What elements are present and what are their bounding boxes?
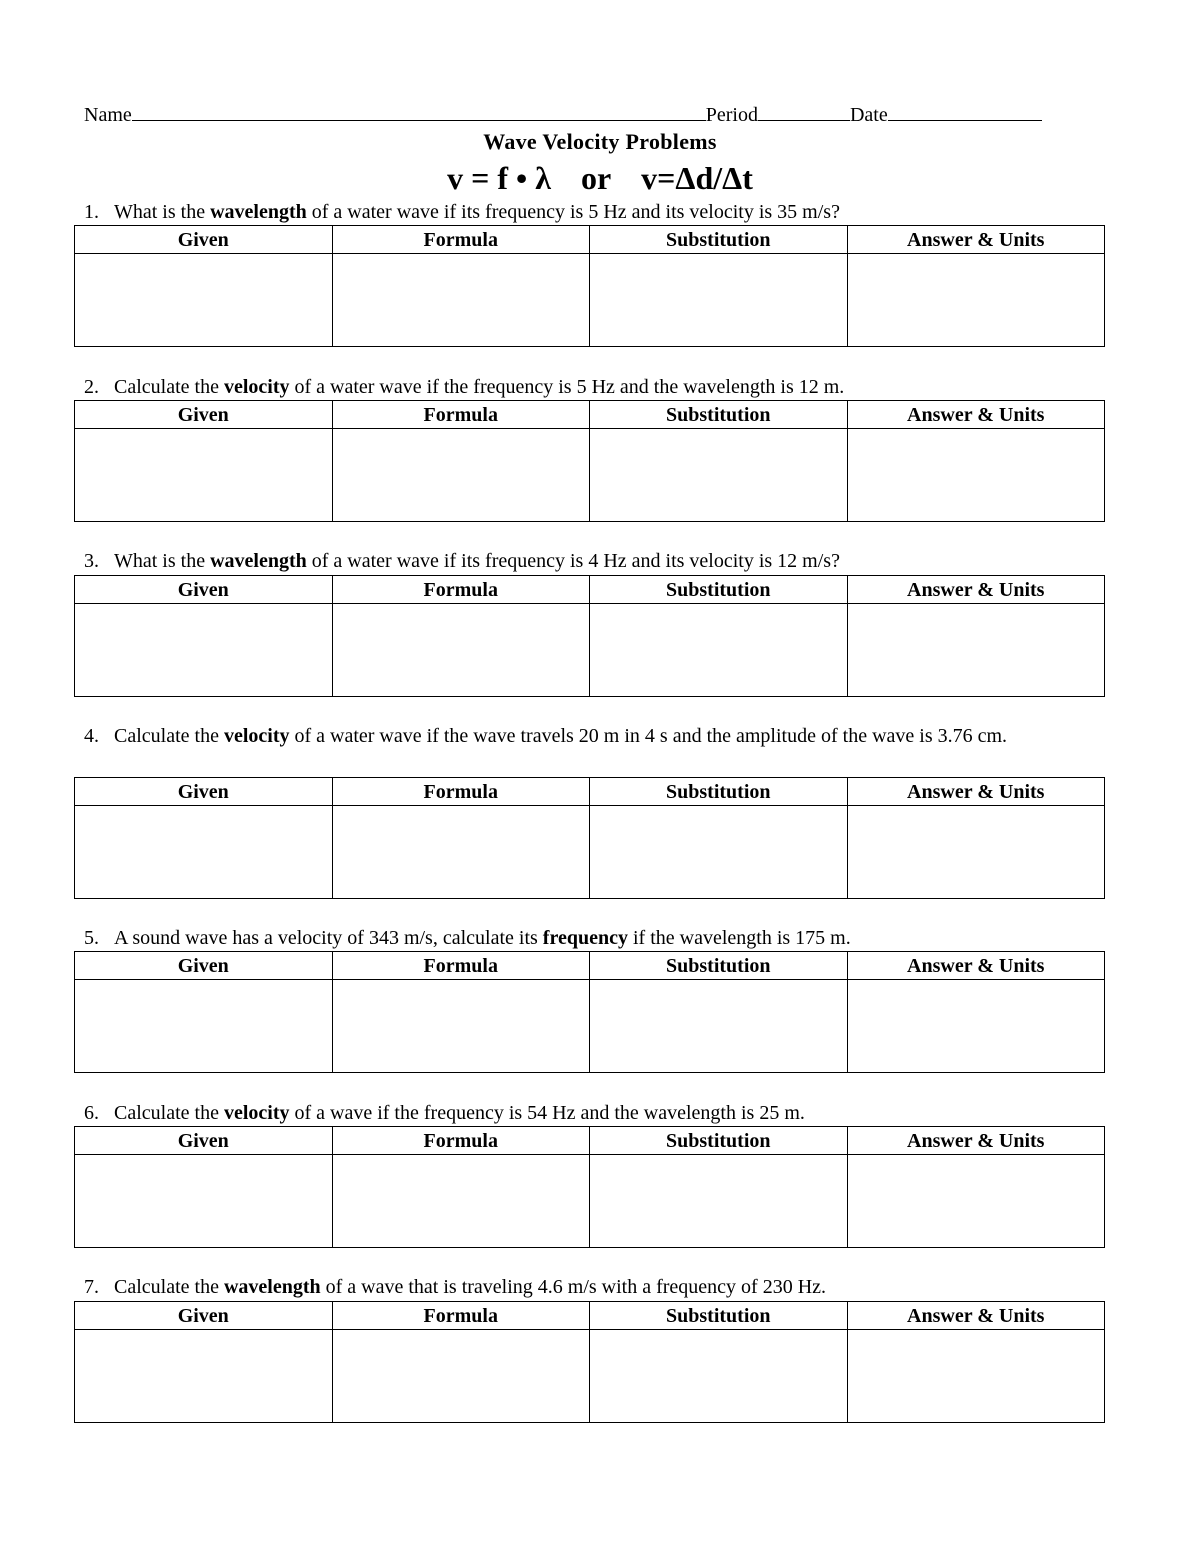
answer-cell-substitution[interactable] (590, 980, 848, 1073)
column-header-answer-units: Answer & Units (847, 1127, 1105, 1155)
answer-cell-answer-units[interactable] (847, 429, 1105, 522)
question-keyword: velocity (223, 376, 290, 398)
period-field[interactable] (758, 100, 850, 121)
date-field[interactable] (888, 100, 1042, 121)
question-text: of a water wave if the wave travels 20 m in 4 s and the amplitude of the wave is 3.76 cm. (289, 725, 1008, 747)
column-header-formula: Formula (332, 576, 590, 604)
answer-cell-given[interactable] (75, 604, 333, 697)
question-3 (84, 548, 1094, 575)
column-header-substitution: Substitution (590, 226, 848, 254)
name-label: Name (84, 104, 132, 126)
answer-cell-formula[interactable] (332, 254, 590, 347)
column-header-formula: Formula (332, 226, 590, 254)
student-info-header (84, 100, 1074, 128)
question-text: of a water wave if its frequency is 4 Hz and its velocity is 12 m/s? (306, 550, 840, 572)
question-text: A sound wave has a velocity of 343 m/s, calculate its (114, 927, 543, 949)
column-header-substitution: Substitution (590, 401, 848, 429)
column-header-substitution: Substitution (590, 1302, 848, 1330)
question-6 (84, 1100, 1094, 1127)
answer-cell-formula[interactable] (332, 429, 590, 522)
answer-table-6 (74, 1126, 1105, 1248)
answer-cell-formula[interactable] (332, 980, 590, 1073)
question-text: Calculate the (114, 1276, 224, 1298)
answer-cell-answer-units[interactable] (847, 1155, 1105, 1248)
column-header-answer-units: Answer & Units (847, 226, 1105, 254)
column-header-substitution: Substitution (590, 778, 848, 806)
answer-cell-formula[interactable] (332, 1330, 590, 1423)
question-keyword: wavelength (210, 201, 307, 223)
answer-cell-substitution[interactable] (590, 604, 848, 697)
question-number: 6. (84, 1102, 99, 1124)
column-header-given: Given (75, 952, 333, 980)
column-header-answer-units: Answer & Units (847, 576, 1105, 604)
formula-or: or (580, 160, 612, 196)
question-number: 3. (84, 550, 99, 572)
question-number: 5. (84, 927, 99, 949)
answer-cell-given[interactable] (75, 1155, 333, 1248)
question-keyword: velocity (223, 725, 290, 747)
question-5 (84, 925, 1094, 952)
column-header-answer-units: Answer & Units (847, 952, 1105, 980)
answer-cell-answer-units[interactable] (847, 254, 1105, 347)
column-header-answer-units: Answer & Units (847, 778, 1105, 806)
answer-table-4 (74, 777, 1105, 899)
question-2 (84, 374, 1094, 401)
question-text: Calculate the (114, 376, 224, 398)
column-header-answer-units: Answer & Units (847, 401, 1105, 429)
column-header-formula: Formula (332, 778, 590, 806)
answer-cell-substitution[interactable] (590, 806, 848, 899)
column-header-formula: Formula (332, 952, 590, 980)
answer-cell-substitution[interactable] (590, 254, 848, 347)
answer-cell-given[interactable] (75, 980, 333, 1073)
formula-frequency-wavelength: v = f • λ (447, 160, 551, 196)
column-header-given: Given (75, 1127, 333, 1155)
question-number: 4. (84, 725, 99, 747)
column-header-substitution: Substitution (590, 952, 848, 980)
answer-cell-substitution[interactable] (590, 1330, 848, 1423)
answer-cell-formula[interactable] (332, 806, 590, 899)
formula-line (0, 160, 1200, 197)
answer-table-5 (74, 951, 1105, 1073)
column-header-given: Given (75, 576, 333, 604)
question-keyword: wavelength (210, 550, 307, 572)
name-field[interactable] (132, 100, 706, 121)
column-header-substitution: Substitution (590, 1127, 848, 1155)
page-title: Wave Velocity Problems (483, 129, 717, 154)
answer-table-1 (74, 225, 1105, 347)
answer-cell-answer-units[interactable] (847, 806, 1105, 899)
question-text: What is the (114, 201, 211, 223)
question-keyword: wavelength (223, 1276, 321, 1298)
answer-cell-answer-units[interactable] (847, 1330, 1105, 1423)
answer-cell-given[interactable] (75, 254, 333, 347)
column-header-given: Given (75, 401, 333, 429)
answer-cell-answer-units[interactable] (847, 980, 1105, 1073)
answer-table-7 (74, 1301, 1105, 1423)
question-text: of a wave that is traveling 4.6 m/s with a frequency of 230 Hz. (320, 1276, 827, 1298)
answer-cell-given[interactable] (75, 1330, 333, 1423)
answer-table-3 (74, 575, 1105, 697)
answer-cell-substitution[interactable] (590, 1155, 848, 1248)
question-text: Calculate the (114, 725, 224, 747)
answer-cell-given[interactable] (75, 806, 333, 899)
question-text: if the wavelength is 175 m. (627, 927, 851, 949)
column-header-formula: Formula (332, 401, 590, 429)
column-header-given: Given (75, 778, 333, 806)
question-text: of a water wave if its frequency is 5 Hz and its velocity is 35 m/s? (306, 201, 840, 223)
answer-cell-answer-units[interactable] (847, 604, 1105, 697)
column-header-substitution: Substitution (590, 576, 848, 604)
column-header-given: Given (75, 1302, 333, 1330)
question-1 (84, 199, 1094, 226)
column-header-answer-units: Answer & Units (847, 1302, 1105, 1330)
question-text: of a wave if the frequency is 54 Hz and the wavelength is 25 m. (289, 1102, 805, 1124)
column-header-given: Given (75, 226, 333, 254)
answer-cell-given[interactable] (75, 429, 333, 522)
question-7 (84, 1274, 1094, 1301)
answer-cell-formula[interactable] (332, 604, 590, 697)
formula-distance-time: v=Δd/Δt (641, 160, 753, 196)
answer-table-2 (74, 400, 1105, 522)
question-keyword: velocity (223, 1102, 290, 1124)
answer-cell-substitution[interactable] (590, 429, 848, 522)
question-text: What is the (114, 550, 211, 572)
question-keyword: frequency (542, 927, 628, 949)
question-4 (84, 723, 1094, 750)
question-number: 2. (84, 376, 99, 398)
question-text: Calculate the (114, 1102, 224, 1124)
question-number: 1. (84, 201, 99, 223)
date-label: Date (849, 104, 888, 126)
column-header-formula: Formula (332, 1302, 590, 1330)
answer-cell-formula[interactable] (332, 1155, 590, 1248)
period-label: Period (705, 104, 758, 126)
question-text: of a water wave if the frequency is 5 Hz and the wavelength is 12 m. (289, 376, 845, 398)
column-header-formula: Formula (332, 1127, 590, 1155)
question-number: 7. (84, 1276, 99, 1298)
